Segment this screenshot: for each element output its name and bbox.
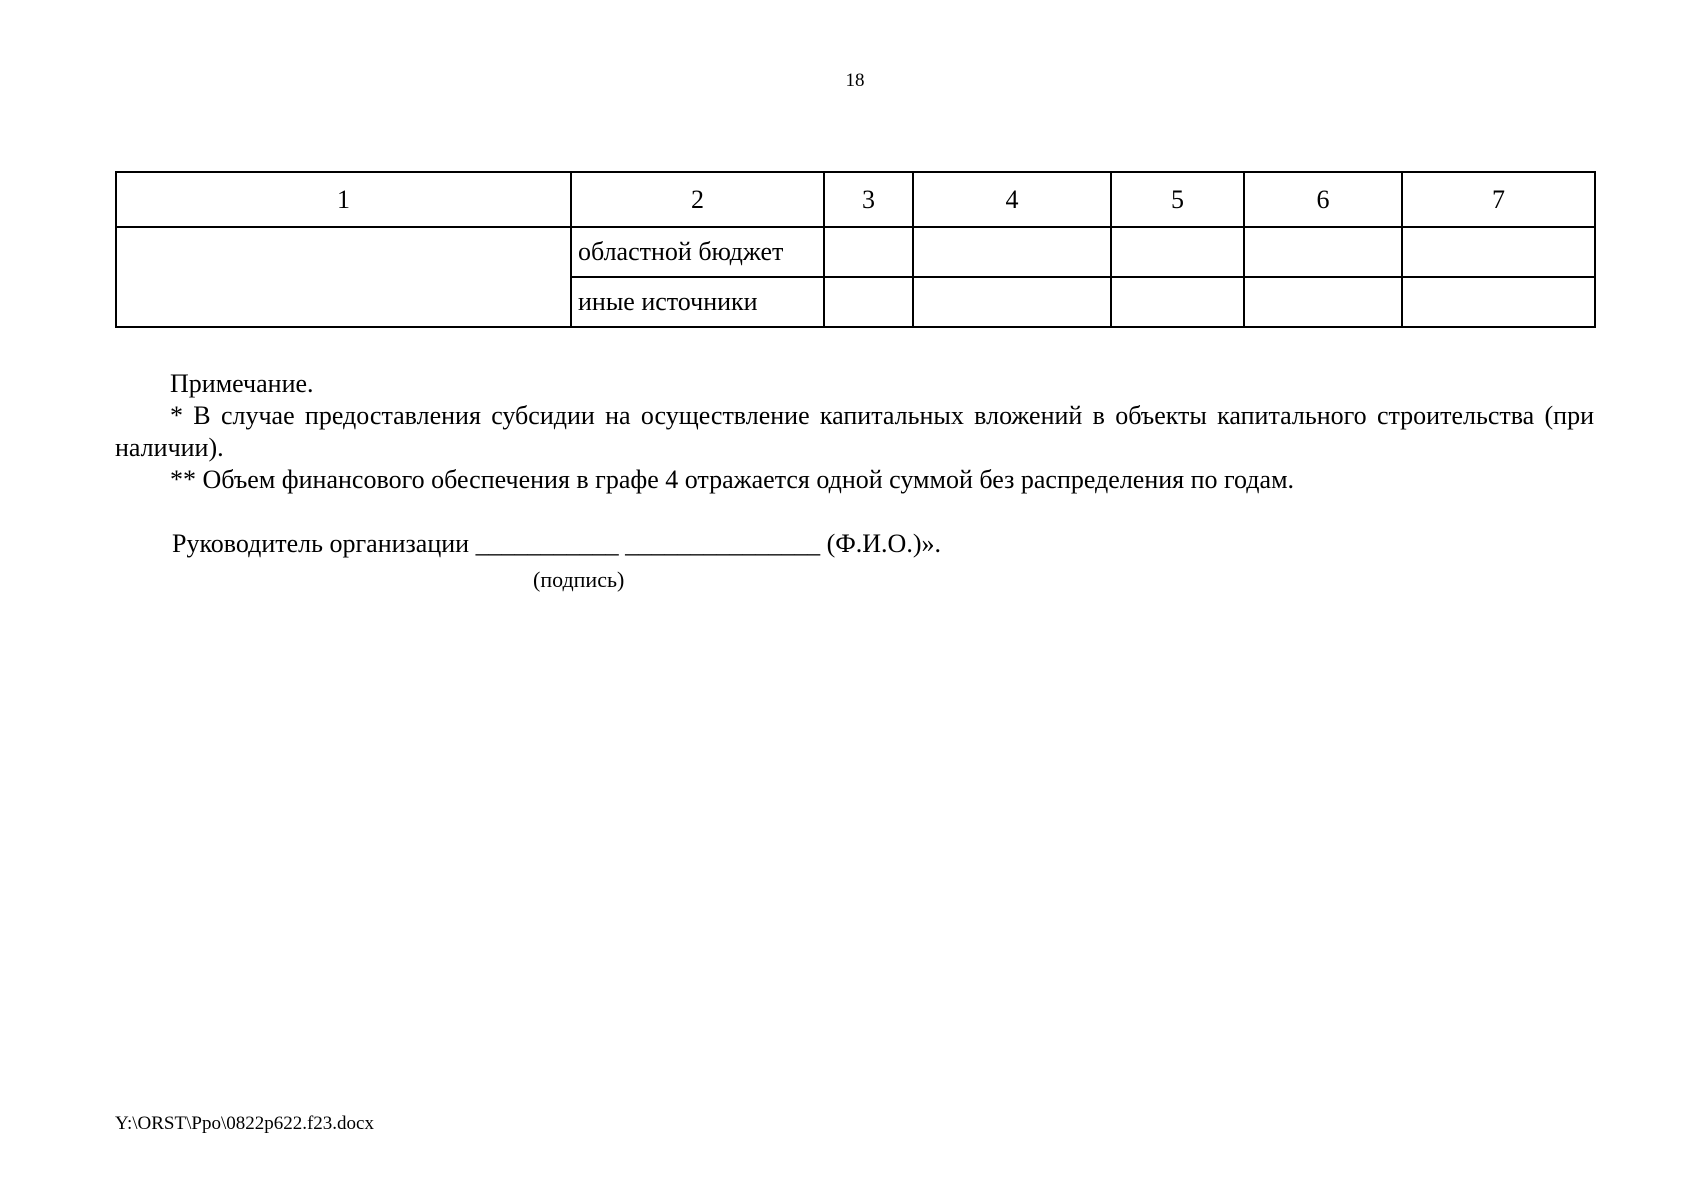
column-header: 4 — [913, 172, 1111, 227]
table-row — [116, 227, 1595, 277]
column-header: 3 — [824, 172, 913, 227]
signature-line: Руководитель организации ___________ _______________ (Ф.И.О.)». — [172, 529, 941, 558]
empty-cell — [1244, 277, 1402, 327]
signature-caption: (подпись) — [533, 567, 625, 592]
column-header: 7 — [1402, 172, 1595, 227]
empty-cell — [1111, 227, 1244, 277]
page-number: 18 — [845, 70, 865, 91]
funding-table — [115, 171, 1596, 328]
column-header: 2 — [571, 172, 824, 227]
empty-cell — [1111, 277, 1244, 327]
empty-cell — [1244, 227, 1402, 277]
empty-cell — [824, 277, 913, 327]
merged-empty-cell — [116, 227, 571, 327]
empty-cell — [824, 227, 913, 277]
column-header: 1 — [116, 172, 571, 227]
notes-title: Примечание. — [170, 369, 314, 398]
file-path-footer: Y:\ORST\Ppo\0822p622.f23.docx — [115, 1113, 374, 1134]
funding-source-cell: областной бюджет — [571, 227, 824, 277]
column-header: 5 — [1111, 172, 1244, 227]
footnote-capital-investments: * В случае предоставления субсидии на осуществление капитальных вложений в объекты капитального строительства (при наличии). — [115, 401, 1594, 462]
table-header-row — [116, 172, 1595, 227]
column-header: 6 — [1244, 172, 1402, 227]
empty-cell — [1402, 277, 1595, 327]
notes-section — [115, 368, 1594, 496]
funding-source-cell: иные источники — [571, 277, 824, 327]
empty-cell — [1402, 227, 1595, 277]
empty-cell — [913, 227, 1111, 277]
empty-cell — [913, 277, 1111, 327]
footnote-financing-volume: ** Объем финансового обеспечения в графе 4 отражается одной суммой без распределения по годам. — [170, 465, 1295, 494]
